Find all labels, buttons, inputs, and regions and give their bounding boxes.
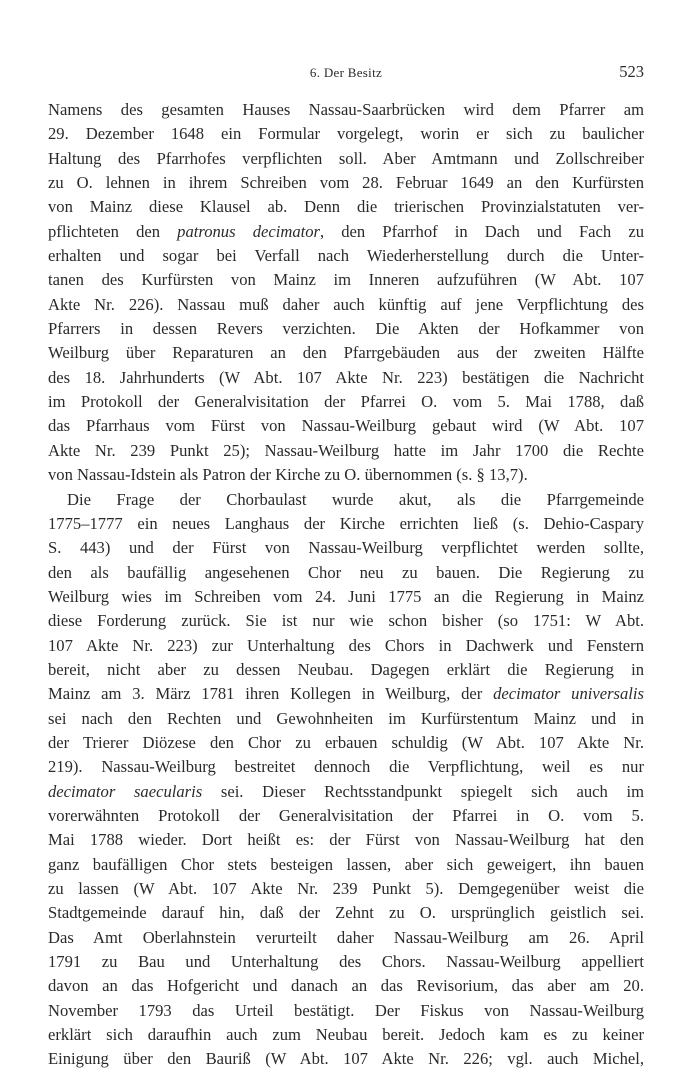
- text-line: [48, 98, 644, 122]
- text-segment: davon an das Hofgericht und danach an das Revisorium, das aber am 20.: [48, 976, 644, 996]
- running-header: [48, 62, 644, 84]
- text-line: [48, 999, 644, 1023]
- text-segment: vorerwähnten Protokoll der Generalvisitation der Pfarrei in O. vom 5.: [48, 805, 644, 825]
- text-segment: 219). Nassau-Weilburg bestreitet dennoch die Verpflichtung, weil es nur: [48, 757, 644, 777]
- text-segment: Weilburg über Reparaturen an den Pfarrgebäuden aus der zweiten Hälfte: [48, 343, 644, 363]
- text-segment: Weilburg wies im Schreiben vom 24. Juni 1775 an die Regierung in Mainz: [48, 586, 644, 606]
- text-segment: Akte Nr. 239 Punkt 25); Nassau-Weilburg hatte im Jahr 1700 die Rechte: [48, 440, 644, 460]
- text-line: [48, 950, 644, 974]
- text-line: [48, 220, 644, 244]
- text-line: [48, 828, 644, 852]
- running-title: 6. Der Besitz: [309, 65, 383, 80]
- text-segment: pflichteten den: [48, 221, 178, 241]
- text-segment: erhalten und sogar bei Verfall nach Wiederherstellung durch die Unter-: [48, 246, 644, 266]
- text-line: [48, 609, 644, 633]
- text-segment: Pfarrers in dessen Revers verzichten. Die Akten der Hofkammer von: [48, 319, 644, 339]
- text-line: [48, 147, 644, 171]
- text-line: [48, 171, 644, 195]
- body-text: [48, 98, 644, 1072]
- text-segment: November 1793 das Urteil bestätigt. Der Fiskus von Nassau-Weilburg: [48, 1000, 644, 1020]
- text-segment: der Trierer Diözese den Chor zu erbauen schuldig (W Abt. 107 Akte Nr.: [48, 732, 644, 752]
- text-line: [48, 804, 644, 828]
- text-line: [48, 780, 644, 804]
- document-page: [48, 0, 644, 1069]
- text-line: [48, 463, 644, 487]
- text-line: [48, 488, 644, 512]
- italic-term: patronus decimator: [177, 221, 320, 241]
- text-line: [48, 293, 644, 317]
- text-segment: im Protokoll der Generalvisitation der Pfarrei O. vom 5. Mai 1788, daß: [48, 392, 644, 412]
- text-segment: zu lassen (W Abt. 107 Akte Nr. 239 Punkt 5). Demgegenüber weist die: [48, 879, 644, 898]
- text-segment: von Nassau-Idstein als Patron der Kirche zu O. übernommen (s. § 13,7).: [48, 465, 528, 485]
- text-line: [48, 268, 644, 292]
- text-line: [48, 317, 644, 341]
- text-segment: Einigung über den Bauriß (W Abt. 107 Akte Nr. 226; vgl. auch Michel,: [48, 1049, 644, 1069]
- text-line: [48, 731, 644, 755]
- text-line: [48, 122, 644, 146]
- italic-term: decimator universalis: [493, 684, 644, 704]
- text-line: [48, 390, 644, 414]
- text-segment: Haltung des Pfarrhofes verpflichten soll. Aber Amtmann und Zollschreiber: [48, 148, 644, 168]
- text-segment: 107 Akte Nr. 223) zur Unterhaltung des Chors in Dachwerk und Fenstern: [48, 635, 644, 655]
- text-segment: von Mainz diese Klausel ab. Denn die trierischen Provinzialstatuten ver-: [48, 197, 644, 217]
- text-line: [48, 926, 644, 950]
- text-line: [48, 585, 644, 609]
- text-segment: Mai 1788 wieder. Dort heißt es: der Fürst von Nassau-Weilburg hat den: [48, 830, 644, 850]
- text-segment: Akte Nr. 226). Nassau muß daher auch künftig auf jene Verpflichtung des: [48, 294, 644, 314]
- text-line: [48, 561, 644, 585]
- text-segment: 29. Dezember 1648 ein Formular vorgelegt, worin er sich zu baulicher: [48, 124, 644, 144]
- page-number: 523: [619, 62, 644, 81]
- text-segment: ganz baufälligen Chor stets besteigen lassen, aber sich geweigert, ihn bauen: [48, 854, 644, 874]
- text-segment: des 18. Jahrhunderts (W Abt. 107 Akte Nr. 223) bestätigen die Nachricht: [48, 367, 644, 387]
- text-line: [48, 195, 644, 219]
- text-segment: diese Forderung zurück. Sie ist nur wie schon bisher (so 1751: W Abt.: [48, 611, 644, 631]
- text-line: [48, 853, 644, 877]
- text-segment: tanen des Kurfürsten von Mainz im Inneren aufzuführen (W Abt. 107: [48, 270, 644, 290]
- text-segment: Stadtgemeinde darauf hin, daß der Zehnt zu O. ursprünglich geistlich sei.: [48, 903, 644, 923]
- text-segment: , den Pfarrhof in Dach und Fach zu: [319, 221, 644, 241]
- text-line: [48, 877, 644, 901]
- text-line: [48, 682, 644, 706]
- text-line: [48, 366, 644, 390]
- text-segment: S. 443) und der Fürst von Nassau-Weilburg verpflichtet werden sollte,: [48, 538, 644, 558]
- text-line: [48, 707, 644, 731]
- text-segment: bereit, nicht aber zu dessen Neubau. Dagegen erklärt die Regierung in: [48, 659, 644, 679]
- text-line: [48, 658, 644, 682]
- text-line: [48, 244, 644, 268]
- text-segment: sei nach den Rechten und Gewohnheiten im Kurfürstentum Mainz und in: [48, 708, 644, 728]
- text-line: [48, 439, 644, 463]
- text-segment: Namens des gesamten Hauses Nassau-Saarbrücken wird dem Pfarrer am: [48, 100, 644, 119]
- text-segment: den als baufällig angesehenen Chor neu zu bauen. Die Regierung zu: [48, 562, 644, 582]
- text-line: [48, 1023, 644, 1047]
- text-segment: Das Amt Oberlahnstein verurteilt daher Nassau-Weilburg am 26. April: [48, 927, 644, 947]
- text-line: [48, 512, 644, 536]
- text-segment: Die Frage der Chorbaulast wurde akut, als die Pfarrgemeinde: [67, 489, 644, 509]
- text-line: [48, 901, 644, 925]
- text-segment: sei. Dieser Rechtsstandpunkt spiegelt sich auch im: [202, 781, 644, 801]
- text-segment: erklärt sich daraufhin auch zum Neubau bereit. Jedoch kam es zu keiner: [48, 1025, 644, 1045]
- text-line: [48, 634, 644, 658]
- text-line: [48, 536, 644, 560]
- text-segment: 1775–1777 ein neues Langhaus der Kirche errichten ließ (s. Dehio-Caspary: [48, 513, 644, 533]
- text-line: [48, 414, 644, 438]
- text-line: [48, 755, 644, 779]
- text-segment: Mainz am 3. März 1781 ihren Kollegen in Weilburg, der: [48, 684, 494, 704]
- italic-term: decimator saecularis: [48, 781, 203, 801]
- text-line: [48, 974, 644, 998]
- text-line: [48, 341, 644, 365]
- text-segment: das Pfarrhaus vom Fürst von Nassau-Weilburg gebaut wird (W Abt. 107: [48, 416, 644, 436]
- text-segment: 1791 zu Bau und Unterhaltung des Chors. Nassau-Weilburg appelliert: [48, 952, 644, 972]
- text-segment: zu O. lehnen in ihrem Schreiben vom 28. Februar 1649 an den Kurfürsten: [48, 173, 644, 193]
- text-line: [48, 1047, 644, 1071]
